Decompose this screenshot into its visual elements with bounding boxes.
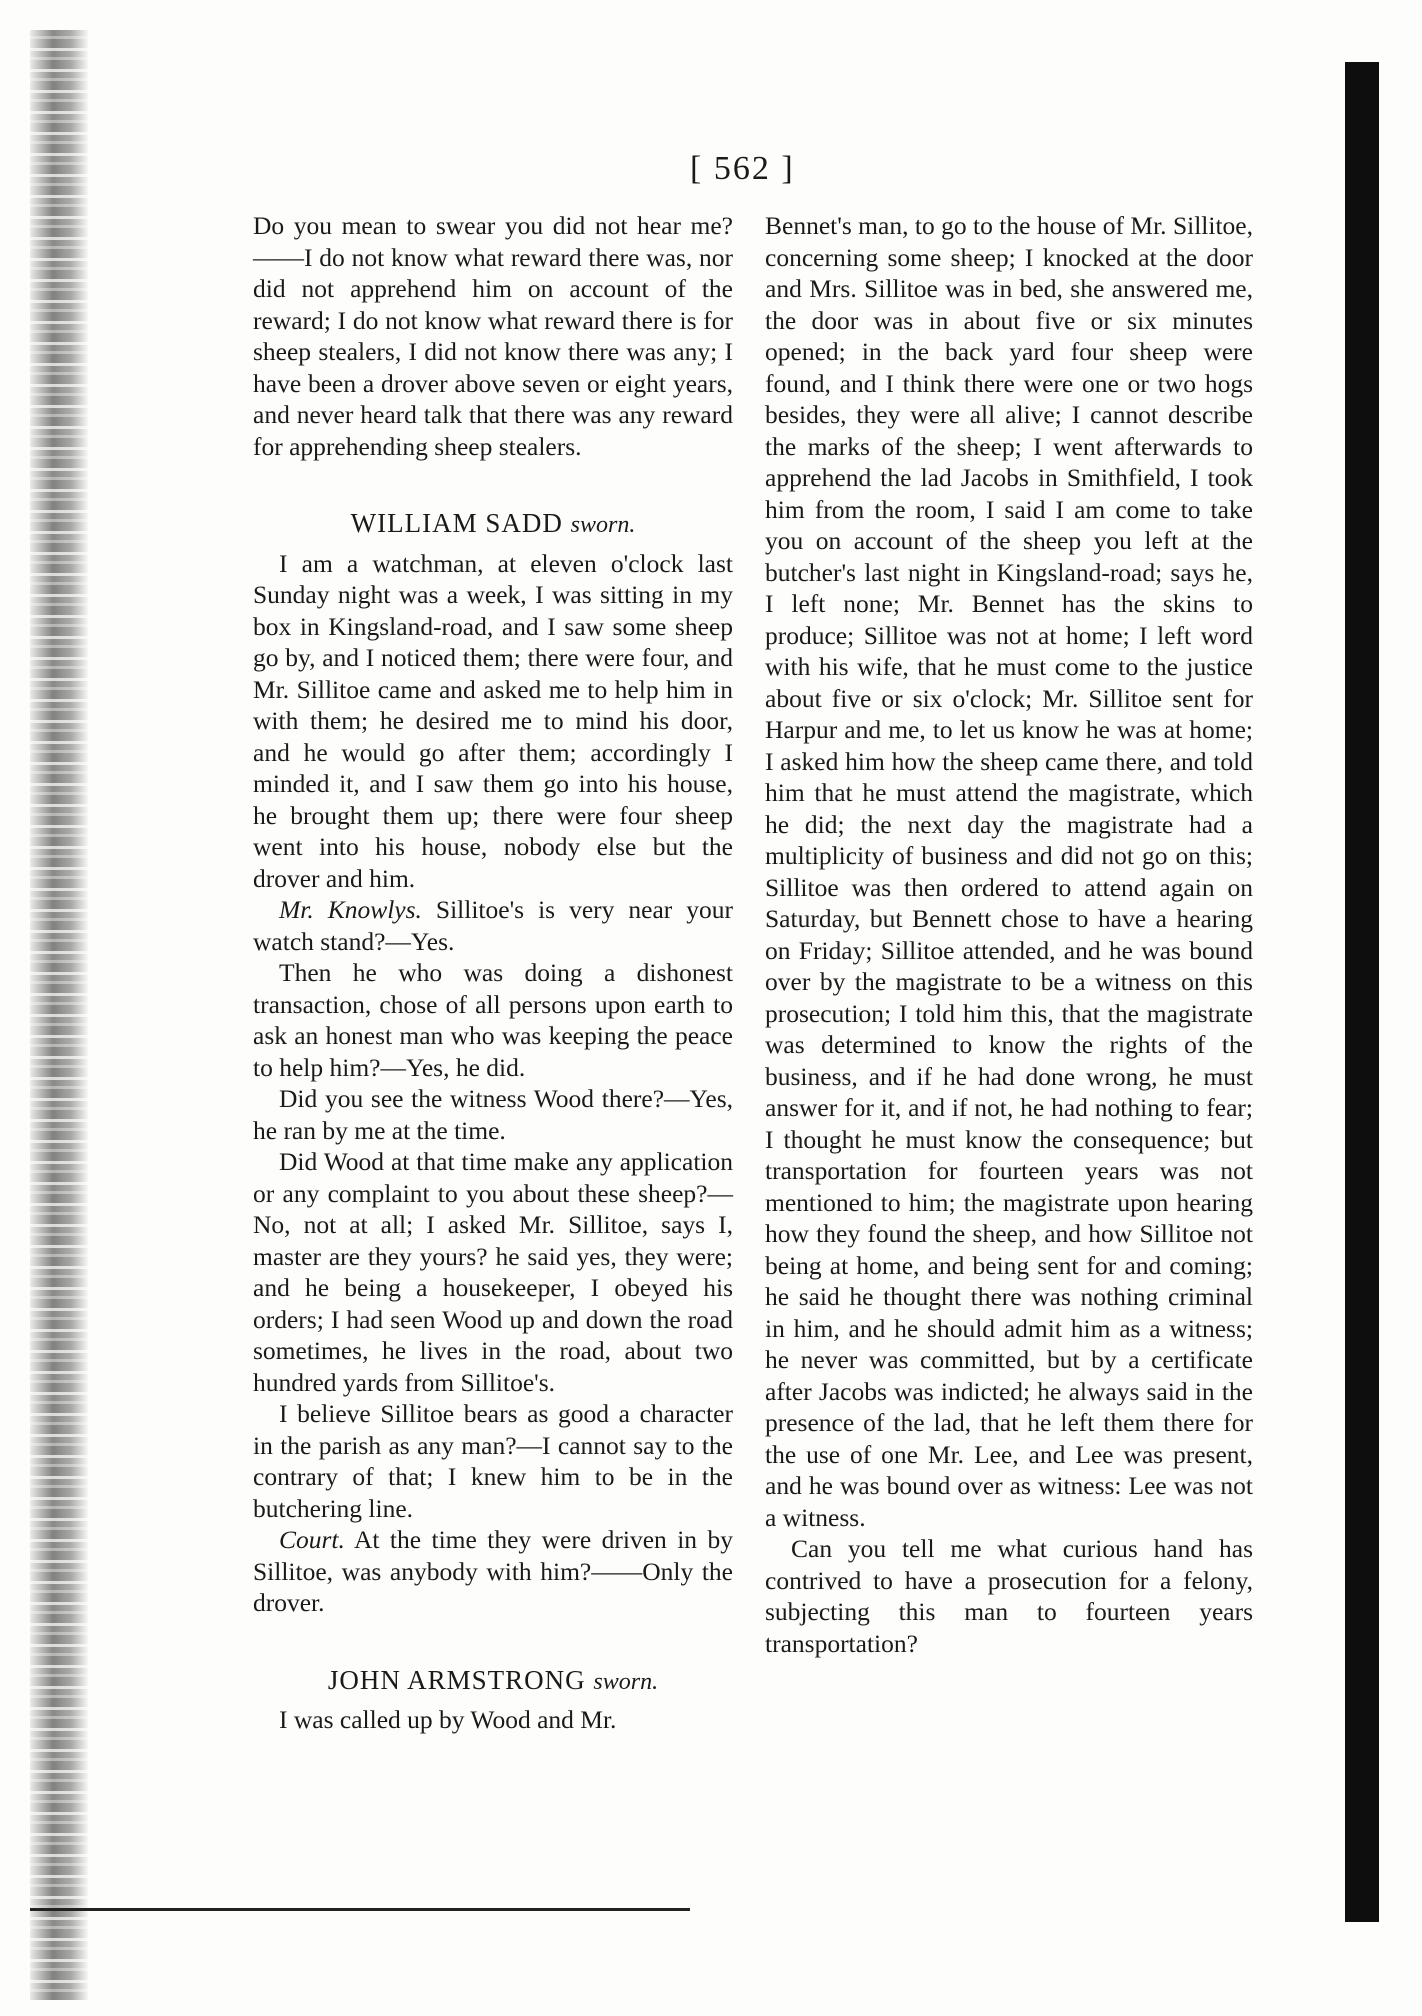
page-number: [ 562 ]	[690, 150, 795, 187]
witness-name: JOHN ARMSTRONG	[327, 1664, 586, 1695]
paragraph-text: Sillitoe's is very near your watch stand?—Yes.	[253, 895, 733, 956]
paragraph-text: At the time they were driven in by Sillitoe, was anybody with him?——Only the drover.	[253, 1525, 733, 1617]
witness-heading	[253, 1665, 733, 1699]
paragraph	[253, 1524, 733, 1619]
paragraph: Did you see the witness Wood there?—Yes, he ran by me at the time.	[253, 1084, 733, 1145]
speaker-label: Court.	[279, 1525, 345, 1554]
page-edge-bar	[1345, 62, 1379, 1922]
witness-heading	[253, 508, 733, 542]
paragraph: Bennet's man, to go to the house of Mr. Sillitoe, concerning some sheep; I knocked at the door and Mrs. Sillitoe was in bed, she answered me, the door was in about five or six minutes opened; in the back yard four sheep were found, and I think there were one or two hogs besides, they were all alive; I cannot describe the marks of the sheep; I went afterwards to apprehend the lad Jacobs in Smithfield, I took him from the room, I said I am come to take you on account of the sheep you left at the butcher's last night in Kingsland-road; says he, I left none; Mr. Bennet has the skins to produce; Sillitoe was not at home; I left word with his wife, that he must come to the justice about five or six o'clock; Mr. Sillitoe sent for Harpur and me, to let us know he was at home; I asked him how the sheep came there, and told him that he must attend the magistrate, which he did; the next day the magistrate had a multiplicity of business and did not go on this; Sillitoe was then ordered to attend again on Saturday, but Bennett chose to have a hearing on Friday; Sillitoe attended, and he was bound over by the magistrate to be a witness on this prosecution; I told him this, that the magistrate was determined to know the rights of the business, and if he had done wrong, he must answer for it, and if not, he had nothing to fear; I thought he must know the consequence; but transportation for fourteen years was not mentioned to him; the magistrate upon hearing how they found the sheep, and how Sillitoe not being at home, and being sent for and coming; he said he thought there was nothing criminal in him, and he should admit him as a witness; he never was committed, but by a certificate after Jacobs was indicted; he always said in the presence of the lad, that he left them there for the use of one Mr. Lee, and Lee was present, and he was bound over as witness: Lee was not a witness.	[765, 211, 1253, 1532]
paragraph: Do you mean to swear you did not hear me?——I do not know what reward there was, nor did not apprehend him on account of the reward; I do not know what reward there is for sheep stealers, I did not know there was any; I have been a drover above seven or eight years, and never heard talk that there was any reward for apprehending sheep stealers.	[253, 211, 733, 461]
right-column	[765, 210, 1253, 1659]
paragraph: Did Wood at that time make any application or any complaint to you about these sheep?—No, not at all; I asked Mr. Sillitoe, says I, master are they yours? he said yes, they were; and he being a housekeeper, I obeyed his orders; I had seen Wood up and down the road sometimes, he lives in the road, about two hundred yards from Sillitoe's.	[253, 1147, 733, 1397]
speaker-label: Mr. Knowlys.	[279, 895, 422, 924]
paragraph: Can you tell me what curious hand has contrived to have a prosecution for a felony, subjecting this man to fourteen years transportation?	[765, 1534, 1253, 1658]
paragraph: I was called up by Wood and Mr.	[279, 1705, 617, 1734]
left-column	[253, 210, 733, 1736]
sworn-label: sworn.	[593, 1668, 659, 1695]
page-gutter-shadow	[30, 30, 88, 2000]
paragraph: I believe Sillitoe bears as good a character in the parish as any man?—I cannot say to the contrary of that; I knew him to be in the butchering line.	[253, 1399, 733, 1523]
paragraph: I am a watchman, at eleven o'clock last Sunday night was a week, I was sitting in my box in Kingsland-road, and I saw some sheep go by, and I noticed them; there were four, and Mr. Sillitoe came and asked me to help him in with them; he desired me to mind his door, and he would go after them; accordingly I minded it, and I saw them go into his house, he brought them up; there were four sheep went into his house, nobody else but the drover and him.	[253, 548, 733, 893]
sworn-label: sworn.	[570, 512, 636, 538]
bottom-rule	[30, 1908, 690, 1911]
paragraph: Then he who was doing a dishonest transaction, chose of all persons upon earth to ask an honest man who was keeping the peace to help him?—Yes, he did.	[253, 958, 733, 1082]
paragraph	[253, 894, 733, 957]
witness-name: WILLIAM SADD	[350, 508, 563, 538]
